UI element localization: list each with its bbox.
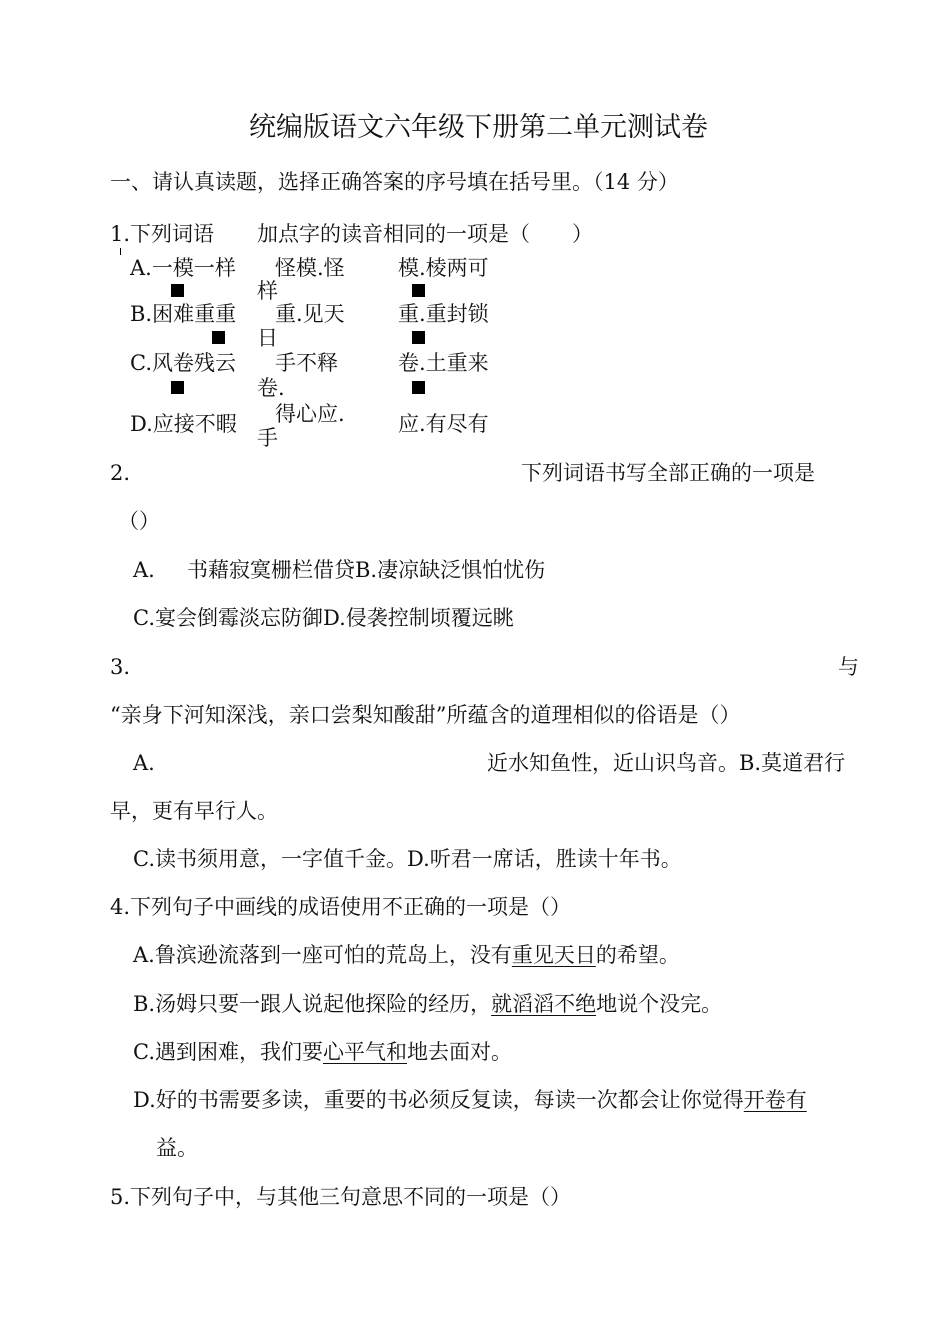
q1-option-d-word2: 得心应. (275, 402, 345, 426)
q3-option-a-b: 近水知鱼性，近山识鸟音。B.莫道君行 (487, 751, 846, 775)
q4-option-c: C.遇到困难，我们要心平气和地去面对。 (133, 1040, 512, 1064)
q1-option-c-word2-wrap: 卷. (257, 376, 285, 400)
q3-option-a-label: A. (133, 751, 155, 775)
q4-option-d-cont: 益。 (156, 1136, 198, 1160)
q1-option-a-word1: A.一模一样 (130, 256, 236, 280)
q3-option-c-d: C.读书须用意，一字值千金。D.听君一席话，胜读十年书。 (133, 847, 682, 871)
q1-stem-part2: 加点字的读音相同的一项是（ ） (257, 222, 593, 246)
q4-stem: 4.下列句子中画线的成语使用不正确的一项是（） (110, 895, 572, 919)
q1-option-d-word2-wrap: 手 (257, 426, 278, 450)
q1-option-d-word1: D.应接不暇 (130, 412, 237, 436)
q1-option-b-word2: 重.见天 (275, 302, 345, 326)
section-heading: 一、请认真读题，选择正确答案的序号填在括号里。（14 分） (110, 170, 679, 194)
q2-stem: 下列词语书写全部正确的一项是 (521, 461, 815, 485)
q3-number: 3. (110, 655, 131, 679)
q1-option-d-word3: 应.有尽有 (398, 412, 489, 436)
q3-stem-start: 与 (838, 655, 859, 679)
q3-stem: “亲身下河知深浅，亲口尝梨知酸甜”所蕴含的道理相似的俗语是（） (110, 703, 741, 727)
document-title: 统编版语文六年级下册第二单元测试卷 (249, 112, 708, 143)
q2-option-a-b: 书藉寂寞栅栏借贷B.凄凉缺泛惧怕忧伤 (187, 558, 546, 582)
q5-stem: 5.下列句子中，与其他三句意思不同的一项是（） (110, 1185, 572, 1209)
emphasis-dot-marker (171, 381, 184, 394)
emphasis-dot-marker (212, 331, 225, 344)
q4-option-b: B.汤姆只要一跟人说起他探险的经历，就滔滔不绝地说个没完。 (133, 992, 723, 1016)
q1-stem-part1: 1.下列词语 (110, 222, 215, 246)
q1-option-a-word3: 模.棱两可 (398, 256, 489, 280)
q1-option-c-word2: 手不释 (275, 351, 338, 375)
underlined-idiom: 重见天日 (511, 943, 596, 967)
underlined-idiom: 开卷有 (743, 1088, 807, 1112)
q1-option-a-word2: 怪模.怪 (275, 256, 345, 280)
stray-mark (120, 248, 121, 255)
underlined-idiom: 心平气和 (323, 1040, 407, 1064)
q2-number: 2. (110, 461, 131, 485)
emphasis-dot-marker (412, 284, 425, 297)
q1-option-b-word1: B.困难重重 (130, 302, 237, 326)
q1-option-c-word1: C.风卷残云 (130, 351, 236, 375)
q4-option-a: A.鲁滨逊流落到一座可怕的荒岛上，没有重见天日的希望。 (133, 943, 680, 967)
emphasis-dot-marker (412, 331, 425, 344)
emphasis-dot-marker (412, 381, 425, 394)
emphasis-dot-marker (171, 284, 184, 297)
q2-option-a-label: A. (133, 558, 155, 582)
q1-option-c-word3: 卷.土重来 (398, 351, 489, 375)
q4-option-d: D.好的书需要多读，重要的书必须反复读，每读一次都会让你觉得开卷有 (133, 1088, 807, 1112)
q1-option-b-word2-wrap: 日 (257, 326, 278, 350)
q2-answer-paren: （） (118, 509, 160, 533)
underlined-idiom: 就滔滔不绝 (491, 992, 597, 1016)
q3-option-b-cont: 早，更有早行人。 (110, 799, 278, 823)
q1-option-b-word3: 重.重封锁 (398, 302, 489, 326)
q1-option-a-word2-wrap: 样 (257, 279, 278, 303)
q2-option-c-d: C.宴会倒霉淡忘防御D.侵袭控制顷覆远眺 (133, 606, 514, 630)
